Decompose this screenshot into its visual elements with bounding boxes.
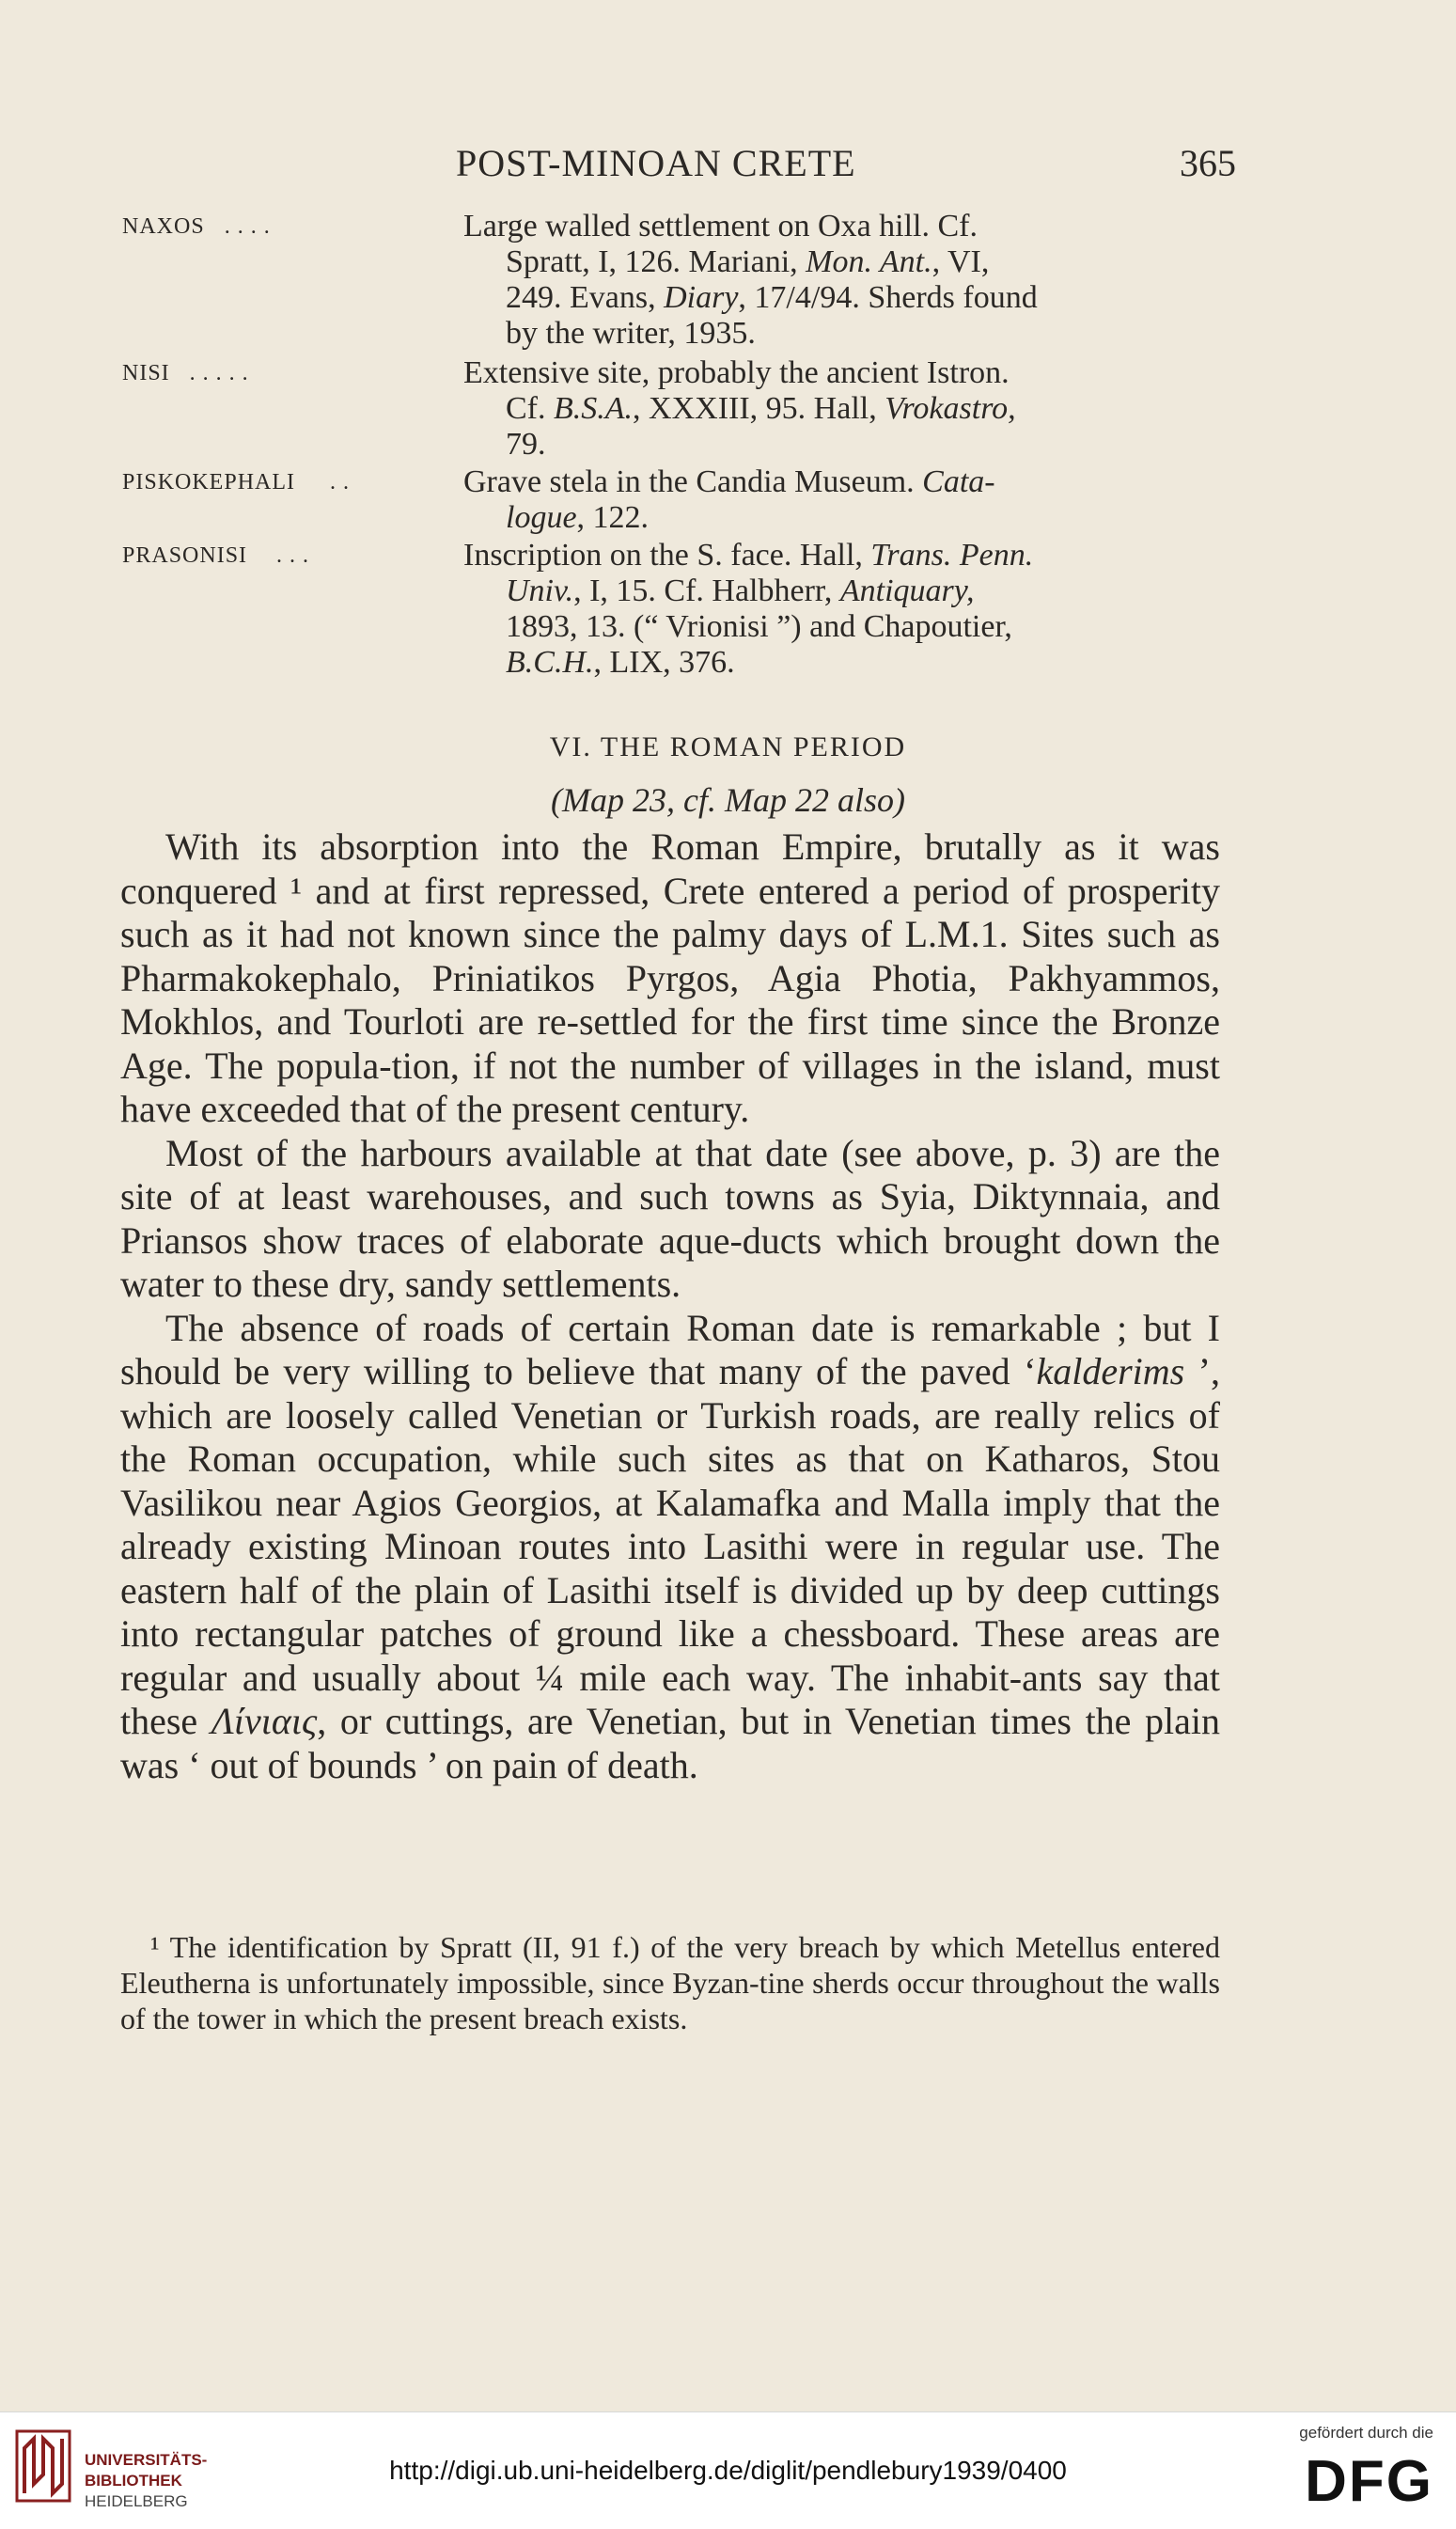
map-note: (Map 23, cf. Map 22 also) bbox=[551, 781, 905, 819]
body-text bbox=[120, 825, 1220, 1787]
paragraph: The absence of roads of certain Roman date is remarkable ; but I should be very willing to believe that many of the paved ‘kalderims ’, which are loosely called Venetian or Turkish roads, are really relics of the Roman occupation, while such sites as that on Katharos, Stou Vasilikou near Agios Georgios, at Kalamafka and Malla imply that the already existing Minoan routes into Lasithi were in regular use. The eastern half of the plain of Lasithi itself is divided up by deep cuttings into rectangular patches of ground like a chessboard. These areas are regular and usually about ¼ mile each way. The inhabit-ants say that these Λίνιαις, or cuttings, are Venetian, but in Venetian times the plain was ‘ out of bounds ’ on pain of death. bbox=[120, 1306, 1221, 1786]
library-name: UNIVERSITÄTS- BIBLIOTHEK HEIDELBERG bbox=[85, 2451, 208, 2510]
funding-label: gefördert durch die bbox=[1299, 2424, 1433, 2442]
paragraph: Most of the harbours available at that date (see above, p. 3) are the site of at least warehouses, and such towns as Syia, Diktynnaia, and Priansos show traces of elaborate aque-ducts which brought down the water to these dry, sandy settlements. bbox=[120, 1131, 1220, 1305]
source-url-link[interactable]: http://digi.ub.uni-heidelberg.de/diglit/pendlebury1939/0400 bbox=[389, 2456, 1067, 2485]
entry-name: PISKOKEPHALI . . bbox=[122, 470, 351, 495]
dfg-logo[interactable]: DFG bbox=[1305, 2449, 1433, 2514]
entry-text: Extensive site, probably the ancient Istron. Cf. B.S.A., XXXIII, 95. Hall, Vrokastro, 79. bbox=[463, 355, 1016, 462]
page-number: 365 bbox=[1180, 142, 1236, 184]
entry-name: NAXOS . . . . bbox=[122, 214, 271, 239]
entry-text: Grave stela in the Candia Museum. Cata- logue, 122. bbox=[463, 464, 995, 535]
footer-bar bbox=[0, 2411, 1456, 2529]
footnote: ¹ The identification by Spratt (II, 91 f.) of the very breach by which Metellus entered Eleutherna is unfortunately impossible, since Byzan-tine sherds occur throughout the walls of the tower in which the present breach exists. bbox=[120, 1930, 1220, 2035]
entry-name: PRASONISI . . . bbox=[122, 543, 310, 568]
section-heading: VI. THE ROMAN PERIOD bbox=[549, 731, 907, 762]
paragraph: With its absorption into the Roman Empire, brutally as it was conquered ¹ and at first repressed, Crete entered a period of prosperity such as it had not known since the palmy days of L.M.1. Sites such as Pharmakokephalo, Priniatikos Pyrgos, Agia Photia, Pakhyammos, Mokhlos, and Tourloti are re-settled for the first time since the Bronze Age. The popula-tion, if not the number of villages in the island, must have exceeded that of the present century. bbox=[120, 825, 1220, 1130]
running-head: POST-MINOAN CRETE bbox=[456, 142, 856, 184]
entry-name: NISI . . . . . bbox=[122, 361, 249, 385]
entry-text: Large walled settlement on Oxa hill. Cf. Spratt, I, 126. Mariani, Mon. Ant., VI, 249. Evans, Diary, 17/4/94. Sherds found by the writer, 1935. bbox=[463, 209, 1038, 351]
entry-text: Inscription on the S. face. Hall, Trans. Penn. Univ., I, 15. Cf. Halbherr, Antiquary, 1893, 13. (“ Vrionisi ”) and Chapoutier, B.C.H., LIX, 376. bbox=[463, 538, 1034, 680]
